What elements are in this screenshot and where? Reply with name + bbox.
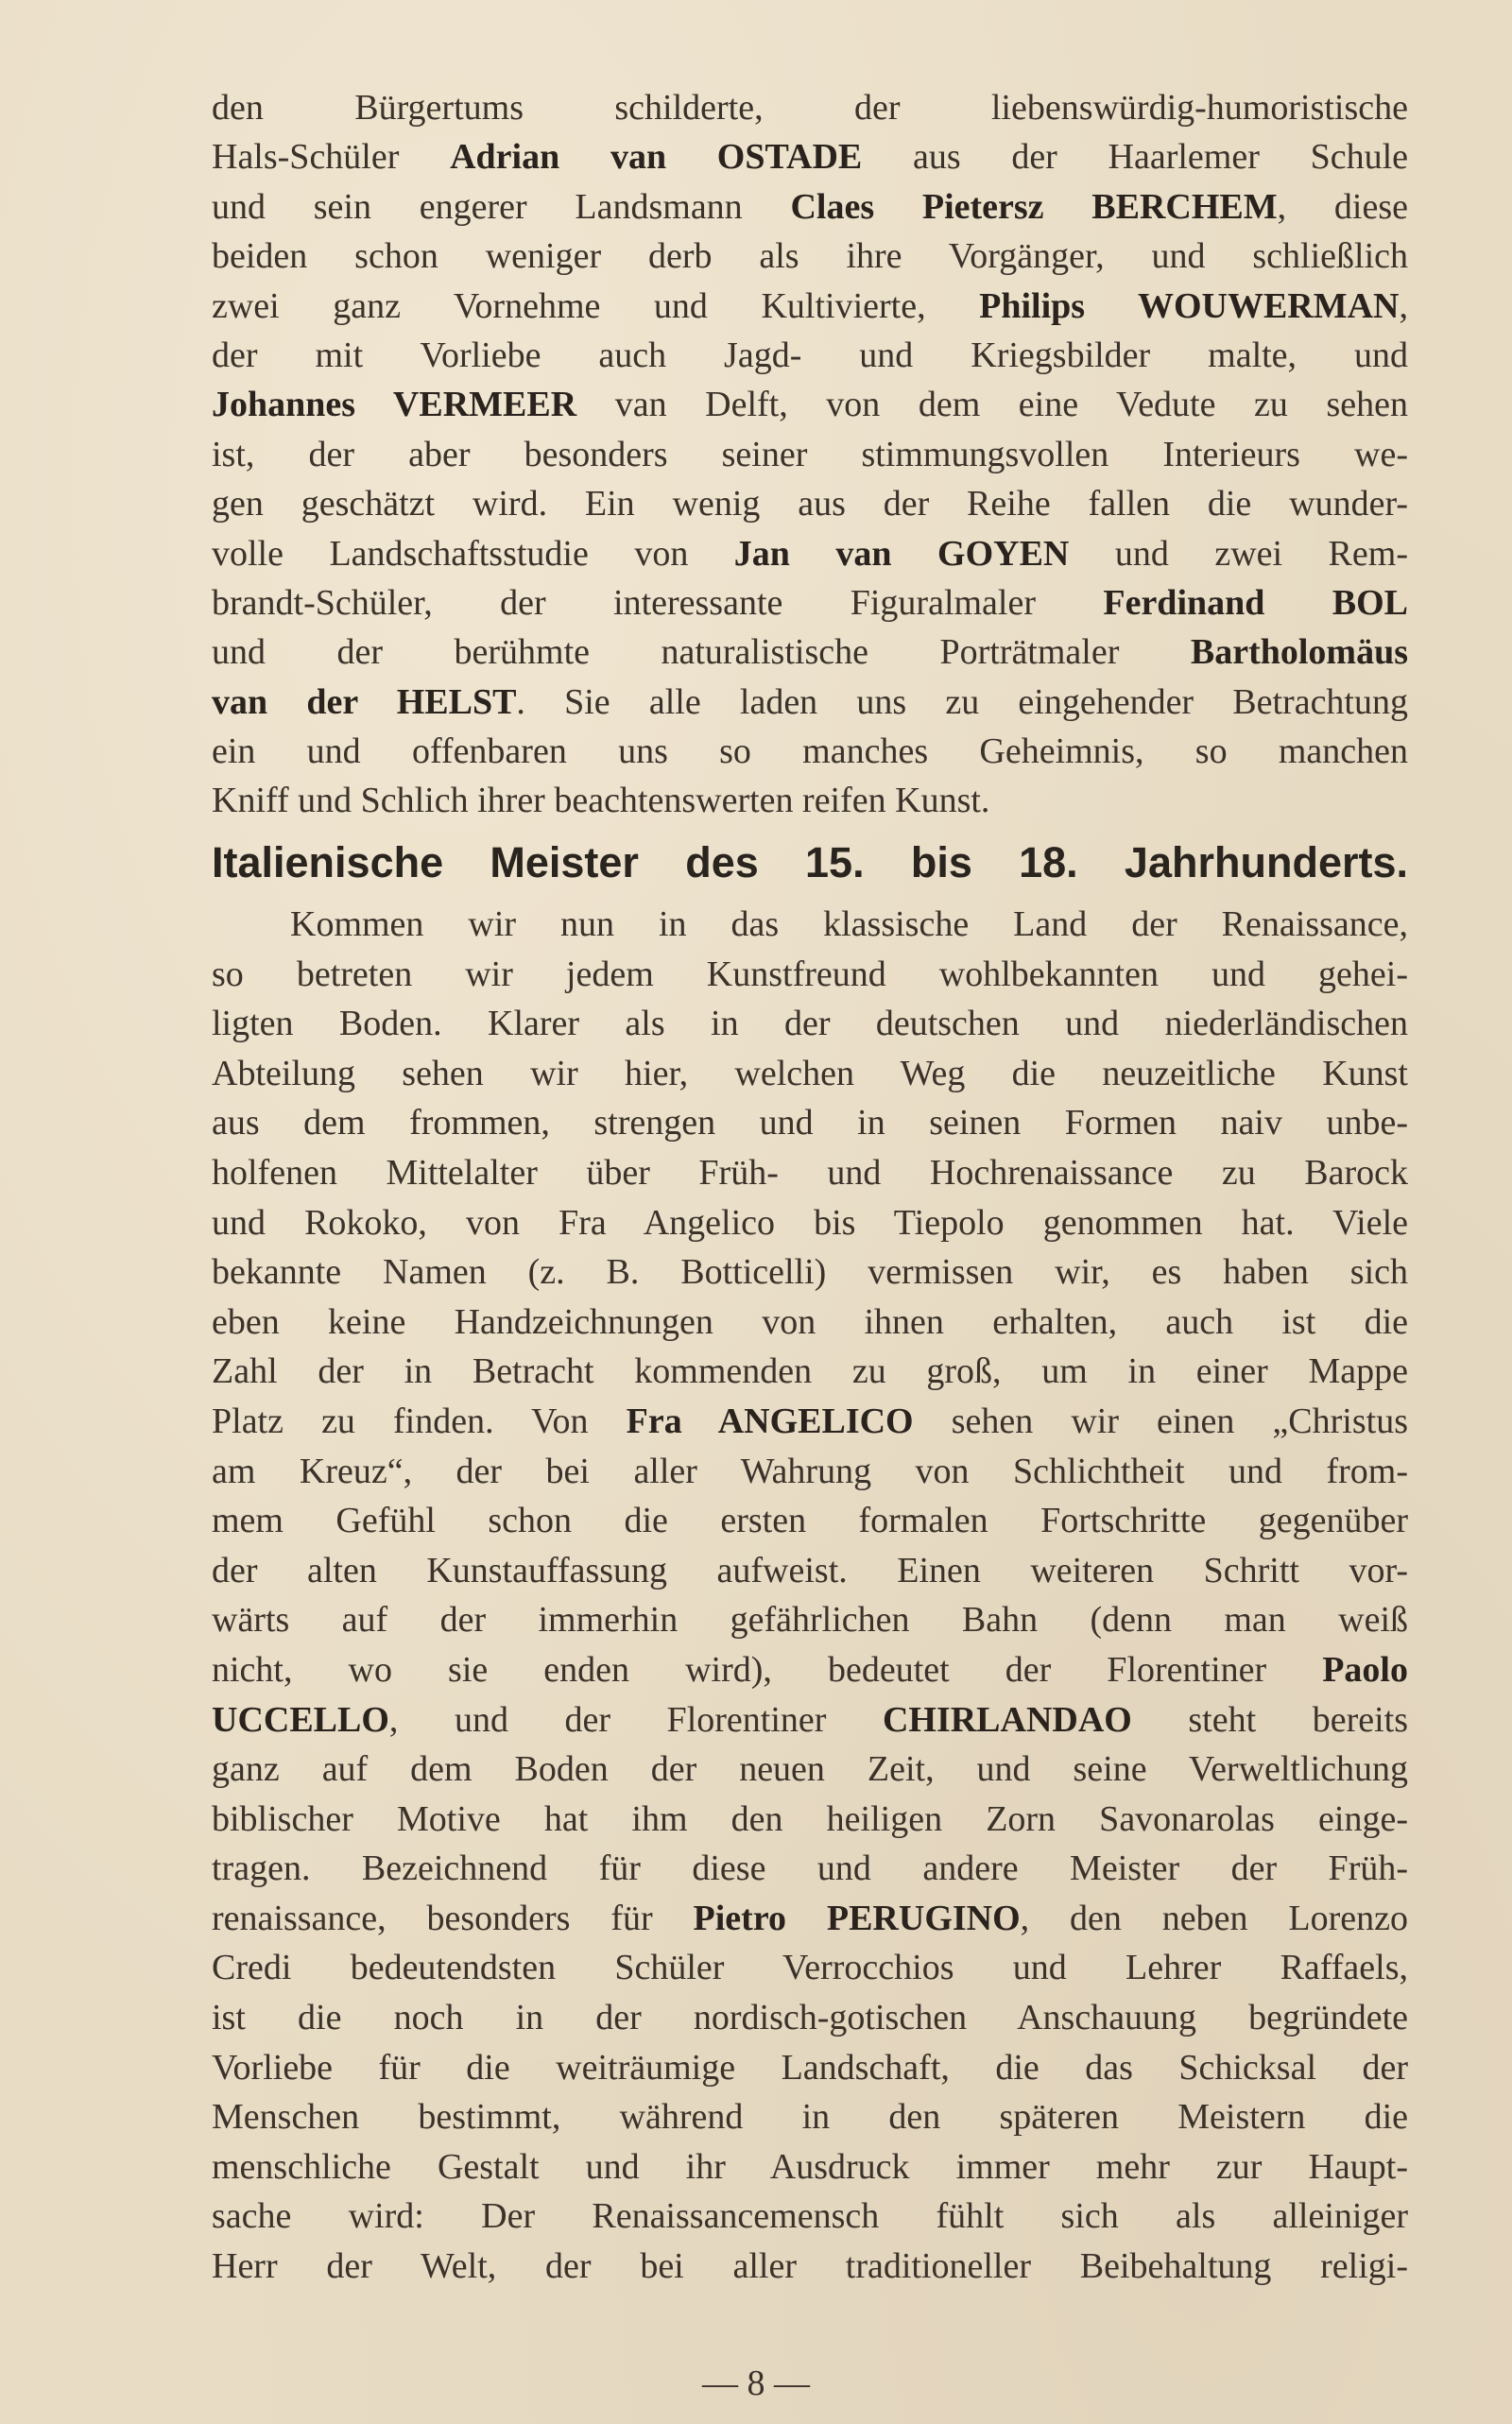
text-run: Abteilung sehen wir hier, welchen Weg die neuzeitliche Kunst bbox=[212, 1053, 1408, 1093]
text-run: Zahl der in Betracht kommenden zu groß, um in einer Mappe bbox=[212, 1351, 1408, 1392]
text-line bbox=[212, 627, 1408, 677]
artist-name: CHIRLANDAO bbox=[882, 1699, 1132, 1740]
text-run: biblischer Motive hat ihm den heiligen Zorn Savonarolas einge- bbox=[212, 1798, 1408, 1839]
text-run: Credi bedeutendsten Schüler Verrocchios und Lehrer Raffaels, bbox=[212, 1948, 1408, 1988]
text-line bbox=[212, 1844, 1408, 1894]
text-run: eben keine Handzeichnungen von ihnen erhalten, auch ist die bbox=[212, 1301, 1408, 1342]
artist-name: Bartholomäus bbox=[1190, 632, 1408, 673]
text-run: aus dem frommen, strengen und in seinen Formen naiv unbe- bbox=[212, 1103, 1408, 1143]
text-line bbox=[212, 232, 1408, 281]
text-run: Herr der Welt, der bei aller traditioneller Beibehaltung religi- bbox=[212, 2246, 1408, 2287]
text-run: wärts auf der immerhin gefährlichen Bahn (denn man weiß bbox=[212, 1600, 1408, 1641]
text-run: nicht, wo sie enden wird), bedeutet der Florentiner bbox=[212, 1649, 1323, 1690]
text-run: bekannte Namen (z. B. Botticelli) vermissen wir, es haben sich bbox=[212, 1252, 1408, 1293]
text-line bbox=[212, 1595, 1408, 1645]
text-run: tragen. Bezeichnend für diese und andere Meister der Früh- bbox=[212, 1848, 1408, 1889]
text-line bbox=[212, 529, 1408, 578]
text-run: ligten Boden. Klarer als in der deutschen und niederländischen bbox=[212, 1004, 1408, 1044]
artist-name: Pietro PERUGINO bbox=[693, 1898, 1021, 1938]
text-run: den Bürgertums schilderte, der liebenswürdig-humoristische bbox=[212, 88, 1408, 128]
text-line bbox=[212, 1993, 1408, 2043]
text-run: renaissance, besonders für bbox=[212, 1898, 694, 1938]
text-line bbox=[212, 2043, 1408, 2093]
text-run: ist die noch in der nordisch-gotischen Anschauung begründete bbox=[212, 1998, 1408, 2038]
text-run: Menschen bestimmt, während in den späteren Meistern die bbox=[212, 2097, 1408, 2138]
text-run: und der berühmte naturalistische Porträtmaler bbox=[212, 632, 1191, 673]
text-run: mem Gefühl schon die ersten formalen Fortschritte gegenüber bbox=[212, 1501, 1408, 1541]
text-line bbox=[212, 132, 1408, 181]
text-line bbox=[212, 479, 1408, 528]
artist-name: Johannes VERMEER bbox=[212, 385, 577, 425]
text-line bbox=[212, 1049, 1408, 1099]
artist-name: Philips WOUWERMAN bbox=[979, 285, 1400, 326]
text-line bbox=[212, 1298, 1408, 1348]
text-line bbox=[212, 331, 1408, 380]
text-run: menschliche Gestalt und ihr Ausdruck immer mehr zur Haupt- bbox=[212, 2146, 1408, 2187]
text-line bbox=[212, 1645, 1408, 1695]
text-run: volle Landschaftsstudie von bbox=[212, 533, 734, 574]
text-run: sache wird: Der Renaissancemensch fühlt sich als alleiniger bbox=[212, 2196, 1408, 2237]
text-line bbox=[212, 1795, 1408, 1845]
text-run: Platz zu finden. Von bbox=[212, 1401, 627, 1441]
text-line bbox=[212, 1745, 1408, 1795]
text-run: , diese bbox=[1277, 186, 1408, 227]
artist-name: Adrian van OSTADE bbox=[450, 137, 863, 178]
text-run: gen geschätzt wird. Ein wenig aus der Reihe fallen die wunder- bbox=[212, 484, 1408, 524]
text-run: Hals-Schüler bbox=[212, 137, 451, 178]
text-run: am Kreuz“, der bei aller Wahrung von Schlichtheit und from- bbox=[212, 1451, 1408, 1491]
artist-name: Claes Pietersz BERCHEM bbox=[790, 186, 1278, 227]
text-run: holfenen Mittelalter über Früh- und Hochrenaissance zu Barock bbox=[212, 1152, 1408, 1193]
text-line bbox=[212, 2142, 1408, 2192]
text-run: ein und offenbaren uns so manches Geheimnis, so manchen bbox=[212, 731, 1408, 772]
text-line bbox=[212, 1247, 1408, 1298]
text-line bbox=[212, 430, 1408, 479]
text-line bbox=[212, 1695, 1408, 1745]
text-run: ist, der aber besonders seiner stimmungsvollen Interieurs we- bbox=[212, 434, 1408, 474]
page-number: — 8 — bbox=[702, 2364, 810, 2403]
text-line bbox=[212, 1496, 1408, 1546]
artist-name: UCCELLO bbox=[212, 1699, 389, 1740]
text-run: und zwei Rem- bbox=[1069, 533, 1408, 574]
text-run: van Delft, von dem eine Vedute zu sehen bbox=[576, 385, 1408, 425]
text-line bbox=[212, 678, 1408, 727]
text-line bbox=[212, 182, 1408, 232]
text-run: , den neben Lorenzo bbox=[1020, 1898, 1409, 1938]
text-line bbox=[212, 282, 1408, 331]
text-run: der mit Vorliebe auch Jagd- und Kriegsbilder malte, und bbox=[212, 335, 1408, 375]
text-run: ganz auf dem Boden der neuen Zeit, und seine Verweltlichung bbox=[212, 1749, 1408, 1790]
artist-name: Ferdinand BOL bbox=[1103, 582, 1408, 623]
text-line bbox=[212, 727, 1408, 776]
text-line bbox=[212, 2192, 1408, 2242]
text-run: sehen wir einen „Christus bbox=[913, 1401, 1408, 1441]
text-line bbox=[212, 999, 1408, 1049]
text-run: Vorliebe für die weiträumige Landschaft, die das Schicksal der bbox=[212, 2047, 1408, 2088]
artist-name: Jan van GOYEN bbox=[733, 533, 1070, 574]
text-run: und Rokoko, von Fra Angelico bis Tiepolo genommen hat. Viele bbox=[212, 1202, 1408, 1243]
text-line bbox=[212, 1098, 1408, 1148]
text-run: und sein engerer Landsmann bbox=[212, 186, 791, 227]
text-line bbox=[212, 2242, 1408, 2292]
text-line bbox=[212, 950, 1408, 1000]
text-run: Kniff und Schlich ihrer beachtenswerten reifen Kunst. bbox=[212, 781, 990, 821]
text-run: aus der Haarlemer Schule bbox=[862, 137, 1409, 178]
text-run: der alten Kunstauffassung aufweist. Einen weiteren Schritt vor- bbox=[212, 1550, 1408, 1590]
artist-name: Paolo bbox=[1322, 1649, 1408, 1690]
text-run: , bbox=[1399, 285, 1409, 326]
artist-name: Fra ANGELICO bbox=[626, 1401, 914, 1441]
text-run: so betreten wir jedem Kunstfreund wohlbekannten und gehei- bbox=[212, 954, 1408, 994]
text-line bbox=[212, 83, 1408, 132]
text-line bbox=[212, 776, 1408, 825]
text-run: , und der Florentiner bbox=[388, 1699, 883, 1740]
text-run: zwei ganz Vornehme und Kultivierte, bbox=[212, 285, 980, 326]
text-line bbox=[212, 1148, 1408, 1198]
text-line bbox=[212, 578, 1408, 627]
text-line bbox=[212, 900, 1408, 950]
section-heading: Italienische Meister des 15. bis 18. Jahrhunderts. bbox=[212, 838, 1408, 886]
text-line bbox=[212, 380, 1408, 429]
text-line bbox=[212, 2092, 1408, 2142]
artist-name: van der HELST bbox=[212, 681, 517, 722]
text-line bbox=[212, 1943, 1408, 1993]
text-run: brandt-Schüler, der interessante Figuralmaler bbox=[212, 582, 1104, 623]
text-line bbox=[212, 1397, 1408, 1447]
text-line bbox=[212, 1546, 1408, 1596]
paragraph-dutch-masters bbox=[212, 83, 1408, 826]
paragraph-italian-masters bbox=[212, 900, 1408, 2292]
text-line bbox=[212, 1198, 1408, 1248]
text-run: . Sie alle laden uns zu eingehender Betrachtung bbox=[516, 681, 1408, 722]
text-line bbox=[212, 1894, 1408, 1944]
text-line bbox=[212, 1347, 1408, 1397]
text-run: beiden schon weniger derb als ihre Vorgänger, und schließlich bbox=[212, 236, 1408, 277]
text-run: steht bereits bbox=[1131, 1699, 1408, 1740]
text-run: Kommen wir nun in das klassische Land der Renaissance, bbox=[290, 904, 1408, 944]
text-line bbox=[212, 1447, 1408, 1497]
